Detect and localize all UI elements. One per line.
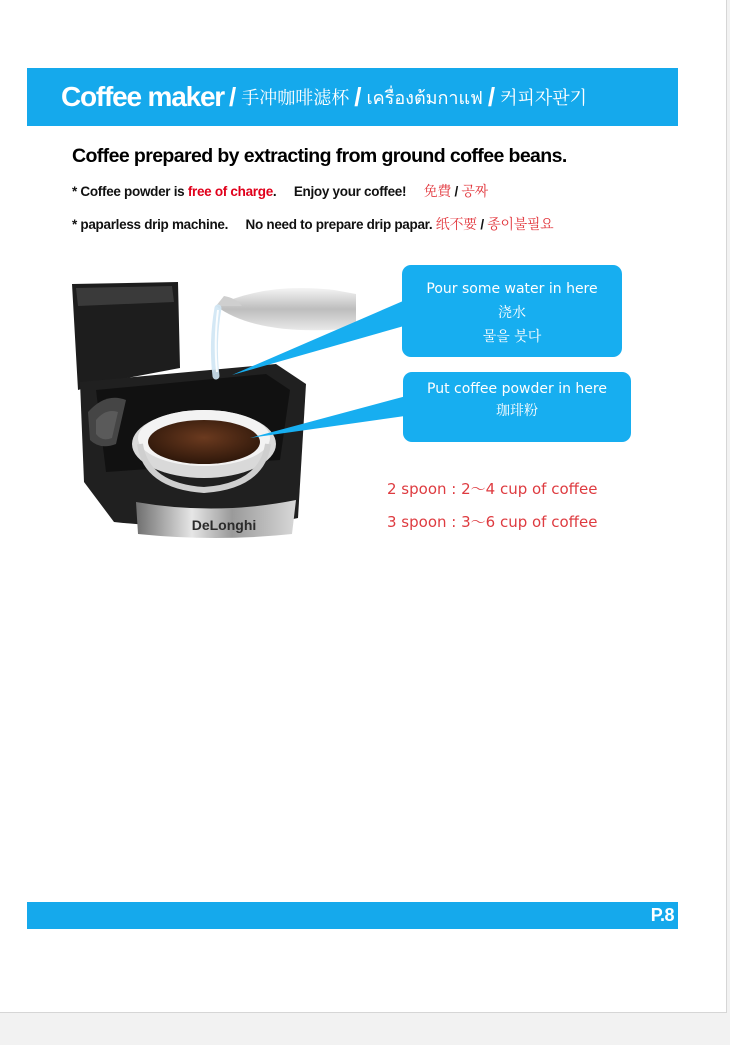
callout-line-english: Pour some water in here xyxy=(426,281,598,297)
title-bar xyxy=(27,68,678,126)
page-heading: Coffee prepared by extracting from ground coffee beans. xyxy=(72,145,567,167)
title-separator: / xyxy=(229,81,237,112)
free-korean: 공짜 xyxy=(461,184,488,200)
no-paper-text: No need to prepare drip papar. xyxy=(245,217,433,232)
coffee-powder-callout xyxy=(403,372,631,442)
no-paper-korean: 종이불필요 xyxy=(487,217,554,233)
title-korean: 커피자판기 xyxy=(500,88,588,109)
coffee-maker-photo xyxy=(66,272,356,540)
note-separator: / xyxy=(480,217,484,232)
brand-logo-text: DeLonghi xyxy=(191,517,257,533)
free-charge-note xyxy=(72,181,488,201)
note-prefix: * Coffee powder is xyxy=(72,184,188,199)
pour-water-callout xyxy=(402,265,622,357)
free-chinese: 免費 xyxy=(423,184,452,200)
title-separator: / xyxy=(487,81,496,112)
callout-line-english: Put coffee powder in here xyxy=(427,381,607,397)
footer-bar xyxy=(27,902,678,929)
spoon-guide-3: 3 spoon : 3〜6 cup of coffee xyxy=(387,513,598,531)
title-chinese: 手冲咖啡滤杯 xyxy=(241,88,350,109)
page-number: P.8 xyxy=(650,905,674,925)
callout-line-chinese: 浇水 xyxy=(498,305,526,321)
spoon-guide-2: 2 spoon : 2〜4 cup of coffee xyxy=(387,480,598,498)
no-paper-chinese: 纸不要 xyxy=(435,217,477,233)
title-english: Coffee maker xyxy=(61,81,225,112)
note-suffix: . xyxy=(272,184,277,199)
note-separator: / xyxy=(454,184,458,199)
callout-line-korean: 물을 붓다 xyxy=(482,329,542,345)
paperless-text: * paparless drip machine. xyxy=(72,217,229,232)
title-separator: / xyxy=(354,81,362,112)
free-of-charge-highlight: free of charge xyxy=(187,184,273,199)
enjoy-text: Enjoy your coffee! xyxy=(293,184,407,199)
callout-line-chinese: 珈琲粉 xyxy=(496,403,538,419)
title-thai: เครื่องต้มกาแฟ xyxy=(366,87,483,109)
paperless-note xyxy=(72,214,553,234)
